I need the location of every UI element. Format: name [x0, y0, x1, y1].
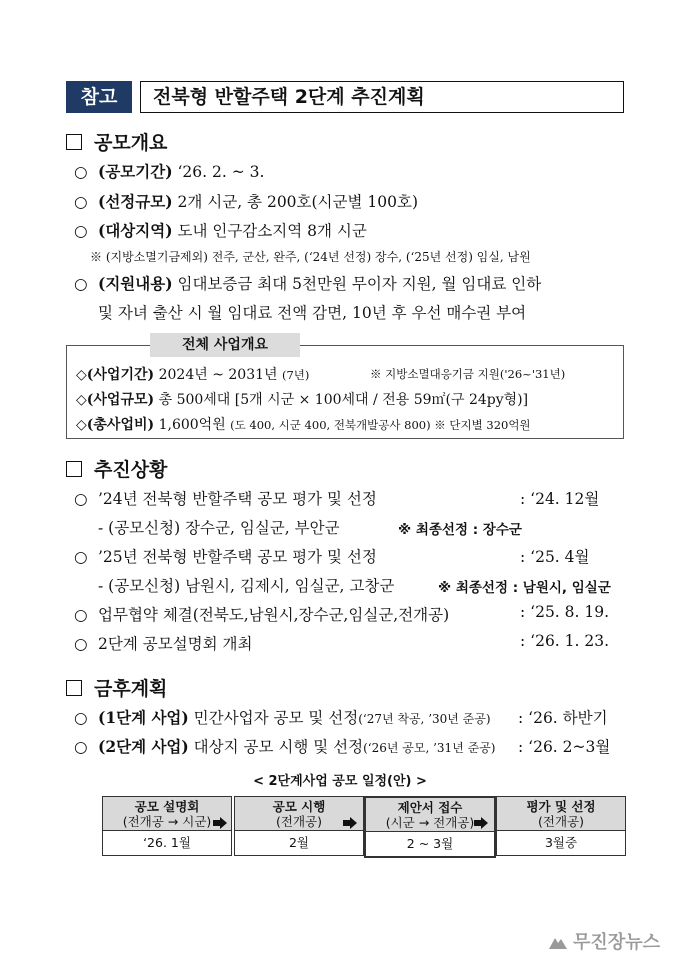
overview-row-scale: ◇(사업규모) 총 500세대 [5개 시군 × 100세대 / 전용 59㎡(구 24py형)] — [76, 392, 529, 408]
arrow-right-icon — [343, 817, 357, 829]
square-bullet-icon — [66, 134, 82, 150]
flow-step: 평가 및 선정 (전개공) 3월중 — [496, 796, 626, 856]
arrow-right-icon — [474, 817, 488, 829]
overview-row-period: ◇(사업기간) 2024년 ~ 2031년 (7년) — [76, 367, 310, 383]
note-text: ※ (지방소멸기금제외) 전주, 군산, 완주, (‘24년 선정) 장수, (‘25년 선정) 임실, 남원 — [90, 250, 531, 264]
overview-note-fund: ※ 지방소멸대응기금 지원('26~'31년) — [370, 367, 566, 381]
list-item: ○ (지원내용) 임대보증금 최대 5천만원 무이자 지원, 월 임대료 인하 — [74, 274, 542, 293]
square-bullet-icon — [66, 461, 82, 477]
mountain-logo-icon — [549, 935, 567, 949]
circle-bullet-icon: ○ — [74, 548, 88, 566]
circle-bullet-icon: ○ — [74, 709, 88, 727]
date-text: : ‘24. 12월 — [520, 490, 600, 508]
overview-row-cost: ◇(총사업비) 1,600억원 (도 400, 시군 400, 전북개발공사 800) ※ 단지별 320억원 — [76, 417, 531, 433]
circle-bullet-icon: ○ — [74, 193, 88, 211]
section-heading-overview: 공모개요 — [66, 128, 167, 155]
sub-item: - (공모신청) 남원시, 김제시, 임실군, 고창군 — [98, 577, 395, 595]
circle-bullet-icon: ○ — [74, 222, 88, 240]
watermark: 무진장뉴스 — [549, 928, 660, 954]
date-text: : ‘26. 2~3월 — [518, 738, 611, 756]
circle-bullet-icon: ○ — [74, 490, 88, 508]
list-item: ○ (공모기간) ‘26. 2. ~ 3. — [74, 162, 265, 181]
flow-step: 공모 설명회 (전개공 → 시군) ‘26. 1월 — [102, 796, 232, 856]
date-text: : ‘25. 8. 19. — [520, 603, 610, 621]
list-item: ○ 업무협약 체결(전북도,남원시,장수군,임실군,전개공) — [74, 606, 450, 624]
circle-bullet-icon: ○ — [74, 606, 88, 624]
list-item: ○ (1단계 사업) 민간사업자 공모 및 선정(‘27년 착공, ’30년 준공) — [74, 708, 491, 727]
list-item: ○ ’25년 전북형 반할주택 공모 평가 및 선정 — [74, 548, 377, 566]
diamond-bullet-icon: ◇ — [76, 417, 87, 433]
page-title: 전북형 반할주택 2단계 추진계획 — [140, 81, 624, 113]
diamond-bullet-icon: ◇ — [76, 367, 87, 383]
flow-step: 제안서 접수 (시군 → 전개공) 2 ~ 3월 — [364, 796, 496, 858]
list-item: ○ (선정규모) 2개 시군, 총 200호(시군별 100호) — [74, 192, 419, 211]
final-selection: ※ 최종선정 : 장수군 — [398, 522, 522, 538]
circle-bullet-icon: ○ — [74, 275, 88, 293]
list-item: ○ (대상지역) 도내 인구감소지역 8개 시군 — [74, 221, 367, 240]
final-selection: ※ 최종선정 : 남원시, 임실군 — [438, 580, 611, 596]
section-heading-progress: 추진상황 — [66, 455, 167, 482]
header-badge: 참고 — [66, 81, 132, 113]
arrow-right-icon — [213, 817, 227, 829]
flow-title: < 2단계사업 공모 일정(안) > — [253, 774, 427, 789]
sub-item: - (공모신청) 장수군, 임실군, 부안군 — [98, 519, 340, 537]
date-text: : ‘25. 4월 — [520, 548, 590, 566]
circle-bullet-icon: ○ — [74, 738, 88, 756]
date-text: : ‘26. 1. 23. — [520, 632, 610, 650]
list-item: ○ ’24년 전북형 반할주택 공모 평가 및 선정 — [74, 490, 377, 508]
diamond-bullet-icon: ◇ — [76, 392, 87, 408]
list-item-continued: 및 자녀 출산 시 월 임대료 전액 감면, 10년 후 우선 매수권 부여 — [98, 304, 527, 322]
list-item: ○ (2단계 사업) 대상지 공모 시행 및 선정(‘26년 공모, ’31년 준공) — [74, 737, 496, 756]
overview-label: 전체 사업개요 — [150, 333, 300, 357]
list-item: ○ 2단계 공모설명회 개최 — [74, 635, 253, 653]
flow-step: 공모 시행 (전개공) 2월 — [234, 796, 364, 856]
date-text: : ‘26. 하반기 — [518, 709, 608, 727]
section-heading-plan: 금후계획 — [66, 674, 167, 701]
square-bullet-icon — [66, 680, 82, 696]
circle-bullet-icon: ○ — [74, 163, 88, 181]
circle-bullet-icon: ○ — [74, 635, 88, 653]
